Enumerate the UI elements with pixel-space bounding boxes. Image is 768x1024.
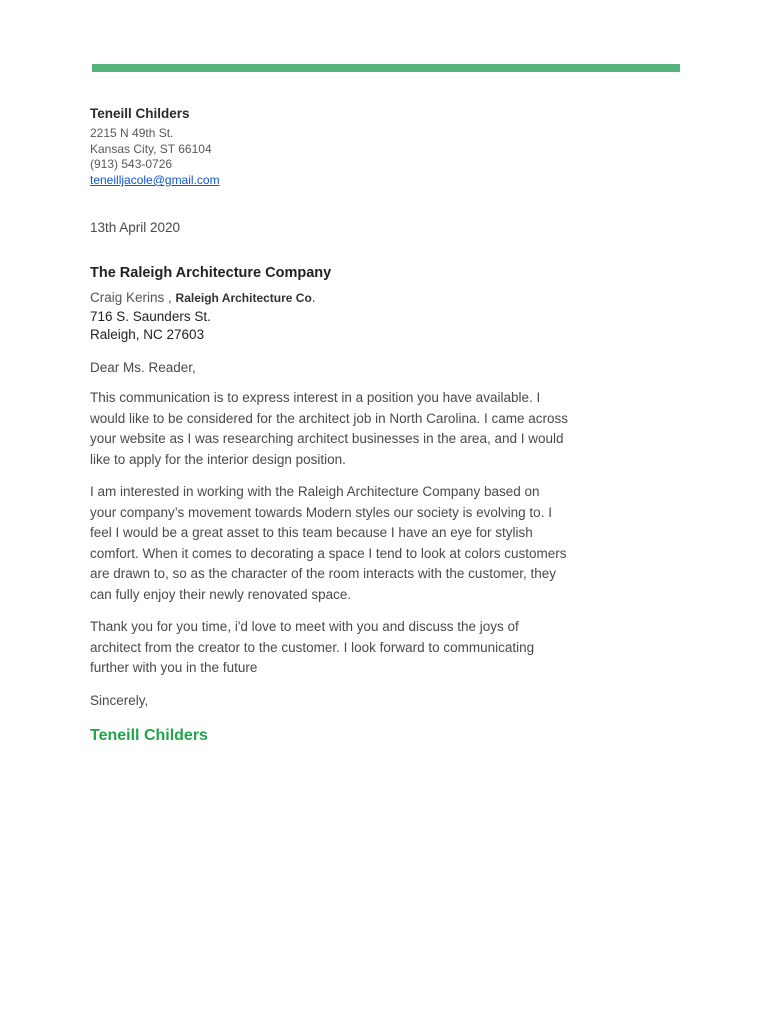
body-paragraph-1: This communication is to express interest in a position you have available. I would like to be considered for the architect job in North Carolina. I came across your website as I was researching architect businesses in the area, and I would like to apply for the interior design position.: [90, 390, 568, 467]
body-paragraph-3: Thank you for you time, i'd love to meet with you and discuss the joys of architect from the creator to the customer. I look forward to communicating further with you in the future: [90, 619, 535, 676]
sender-contact-block: [90, 126, 220, 189]
sender-phone: (913) 543-0726: [90, 157, 173, 172]
sender-name: Teneill Childers: [90, 106, 190, 121]
header-accent-rule: [92, 64, 680, 72]
recipient-street: 716 S. Saunders St.: [90, 309, 211, 324]
sender-street: 2215 N 49th St.: [90, 126, 174, 140]
recipient-contact-line: [90, 290, 316, 305]
recipient-company-short: Raleigh Architecture Co: [175, 291, 312, 305]
recipient-contact-name: Craig Kerins ,: [90, 290, 172, 305]
recipient-company-heading: The Raleigh Architecture Company: [90, 265, 332, 281]
recipient-company-suffix: .: [311, 290, 316, 305]
letter-date: 13th April 2020: [90, 220, 181, 235]
body-paragraph-2: I am interested in working with the Raleigh Architecture Company based on your company’s movement towards Modern styles our society is evolving to. I feel I would be a great asset to this team because I have an eye for stylish comfort. When it comes to decorating a space I tend to look at colors customers are drawn to, so as the character of the room interacts with the customer, they can fully enjoy their newly renovated space.: [90, 484, 567, 602]
recipient-city-state-zip: Raleigh, NC 27603: [90, 327, 205, 342]
recipient-address: [90, 308, 211, 344]
signature-name: Teneill Childers: [90, 727, 208, 744]
sender-email-link[interactable]: teneilljacole@gmail.com: [90, 173, 220, 188]
closing: Sincerely,: [90, 693, 149, 708]
salutation: Dear Ms. Reader,: [90, 360, 196, 375]
sender-city-state-zip: Kansas City, ST 66104: [90, 141, 212, 156]
